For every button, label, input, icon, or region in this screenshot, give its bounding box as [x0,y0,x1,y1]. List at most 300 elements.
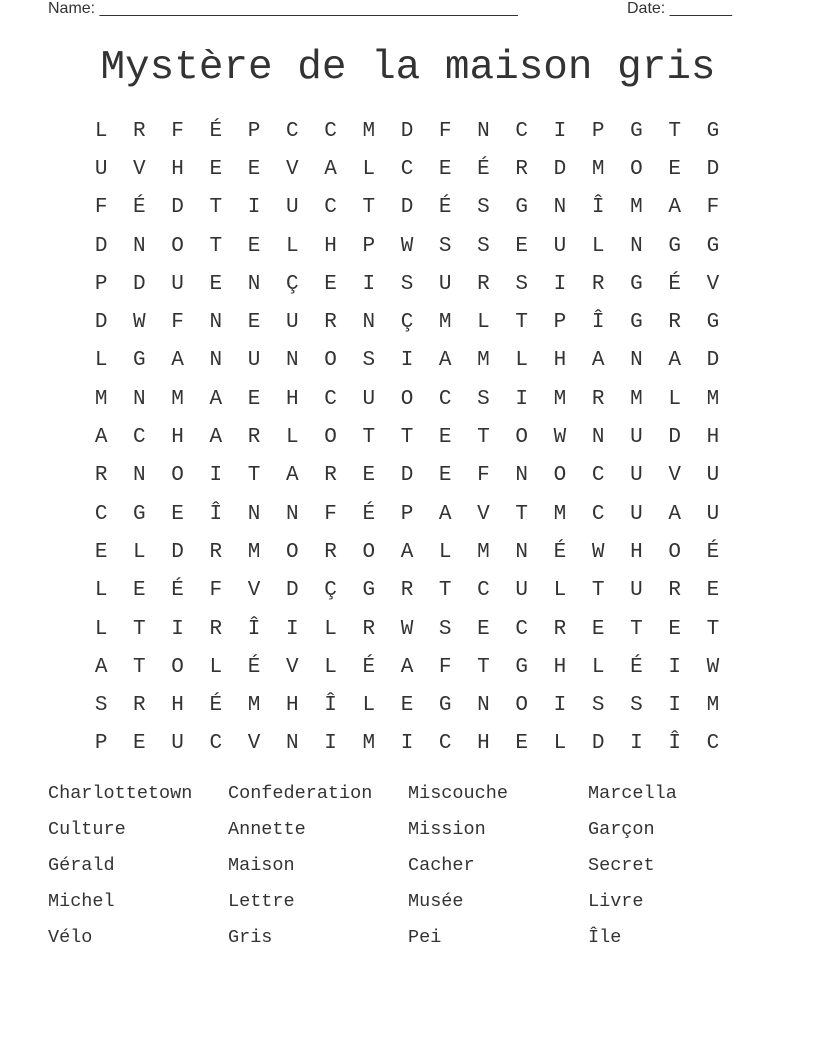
grid-letter: O [668,540,681,564]
grid-letter: L [591,655,605,679]
grid-letter: C [133,426,146,450]
grid-letter: É [553,540,567,564]
word-list-item: Cacher [408,854,475,876]
grid-letter: E [515,732,528,756]
grid-row [82,189,732,227]
grid-letter: F [171,119,184,143]
grid-letter: S [477,196,490,220]
grid-letter: C [515,617,528,641]
grid-letter: É [171,579,184,603]
grid-letter: A [591,349,605,373]
word-list-item: Garçon [588,819,655,841]
grid-letter: S [94,694,108,718]
word-list-item: Île [588,926,622,948]
grid-letter: U [247,349,261,373]
grid-letter: M [247,694,261,718]
grid-letter: Ç [324,579,337,603]
word-search-grid [82,112,732,763]
grid-letter: O [171,234,184,258]
grid-letter: P [553,311,567,335]
grid-letter: N [133,387,146,411]
grid-letter: L [591,234,605,258]
grid-letter: V [706,272,720,296]
grid-letter: A [668,349,681,373]
grid-letter: E [171,502,184,526]
grid-letter: A [94,655,108,679]
grid-letter: D [400,196,414,220]
grid-letter: R [209,617,223,641]
grid-letter: R [515,157,528,181]
grid-letter: C [324,119,337,143]
grid-letter: E [247,157,261,181]
grid-letter: R [553,617,567,641]
grid-letter: R [668,311,681,335]
grid-letter: U [706,464,720,488]
grid-letter: T [362,426,376,450]
grid-letter: E [668,617,681,641]
grid-letter: R [324,311,337,335]
word-list-item: Musée [408,890,464,912]
word-list [48,776,768,955]
grid-letter: N [477,694,490,718]
grid-letter: O [362,540,376,564]
word-list-item: Charlottetown [48,783,193,805]
grid-letter: E [247,387,261,411]
grid-letter: R [324,540,337,564]
grid-letter: H [553,655,567,679]
grid-letter: N [591,426,605,450]
grid-letter: R [477,272,490,296]
grid-letter: R [133,694,146,718]
grid-letter: N [553,196,567,220]
grid-letter: I [362,272,376,296]
grid-letter: E [477,617,490,641]
grid-letter: M [247,540,261,564]
grid-letter: V [285,157,299,181]
grid-letter: A [94,426,108,450]
grid-letter: O [171,464,184,488]
grid-letter: G [515,196,528,220]
grid-letter: D [668,426,681,450]
grid-letter: F [324,502,337,526]
grid-letter: T [668,119,681,143]
grid-letter: G [133,502,146,526]
grid-letter: M [171,387,184,411]
grid-letter: R [247,426,261,450]
grid-letter: E [706,579,720,603]
grid-letter: E [591,617,605,641]
grid-letter: G [630,272,643,296]
grid-letter: S [591,694,605,718]
grid-letter: I [400,349,414,373]
grid-letter: G [668,234,681,258]
grid-letter: C [438,387,452,411]
grid-letter: H [324,234,337,258]
grid-letter: D [553,157,567,181]
grid-letter: V [247,732,261,756]
date-line: Date: _______ [627,0,732,17]
grid-row [82,227,732,265]
word-list-item: Gris [228,926,273,948]
grid-row [82,418,732,456]
grid-letter: D [171,540,184,564]
word-list-item: Vélo [48,926,93,948]
grid-letter: E [209,272,223,296]
grid-letter: L [94,617,108,641]
grid-letter: R [324,464,337,488]
grid-letter: N [285,732,299,756]
grid-letter: G [133,349,146,373]
grid-letter: E [324,272,337,296]
grid-letter: I [553,119,567,143]
grid-letter: C [324,196,337,220]
grid-letter: H [171,694,184,718]
grid-row [82,648,732,686]
grid-letter: H [706,426,720,450]
word-list-item: Culture [48,819,126,841]
grid-letter: T [591,579,605,603]
grid-letter: I [668,694,681,718]
grid-letter: M [94,387,108,411]
grid-letter: A [400,540,414,564]
grid-letter: M [477,540,490,564]
grid-letter: P [591,119,605,143]
grid-letter: U [285,196,299,220]
grid-letter: D [171,196,184,220]
grid-letter: A [438,502,452,526]
grid-letter: Ç [285,272,299,296]
grid-letter: H [285,694,299,718]
grid-letter: I [400,732,414,756]
grid-letter: E [362,464,376,488]
grid-letter: G [706,311,720,335]
grid-letter: E [247,234,261,258]
grid-letter: S [477,234,490,258]
grid-letter: R [591,387,605,411]
grid-letter: L [553,579,567,603]
grid-letter: I [553,272,567,296]
grid-letter: W [400,617,414,641]
grid-letter: U [362,387,376,411]
grid-letter: S [438,234,452,258]
grid-letter: M [477,349,490,373]
grid-letter: T [400,426,414,450]
grid-letter: M [630,196,643,220]
grid-letter: A [324,157,337,181]
grid-letter: O [285,540,299,564]
word-list-item: Gérald [48,854,115,876]
grid-letter: T [209,196,223,220]
grid-letter: L [362,694,376,718]
grid-letter: Î [209,502,223,526]
grid-letter: G [706,234,720,258]
grid-letter: S [400,272,414,296]
grid-letter: T [706,617,720,641]
grid-letter: D [133,272,146,296]
grid-letter: R [668,579,681,603]
grid-letter: W [553,426,567,450]
grid-letter: A [209,387,223,411]
grid-letter: A [668,196,681,220]
grid-letter: N [133,464,146,488]
grid-letter: C [438,732,452,756]
grid-letter: V [477,502,490,526]
grid-row [82,265,732,303]
grid-letter: I [515,387,528,411]
word-list-item: Secret [588,854,655,876]
grid-letter: I [171,617,184,641]
grid-letter: O [630,157,643,181]
grid-letter: Î [591,311,605,335]
grid-letter: O [324,426,337,450]
grid-row [82,303,732,341]
grid-letter: S [515,272,528,296]
grid-letter: D [400,464,414,488]
grid-letter: C [324,387,337,411]
grid-letter: F [477,464,490,488]
grid-letter: G [438,694,452,718]
grid-row [82,495,732,533]
grid-letter: L [94,119,108,143]
grid-letter: M [591,157,605,181]
word-list-item: Michel [48,890,115,912]
grid-letter: L [94,579,108,603]
grid-letter: H [553,349,567,373]
grid-letter: I [324,732,337,756]
grid-letter: R [94,464,108,488]
grid-letter: R [591,272,605,296]
grid-letter: D [706,349,720,373]
grid-row [82,610,732,648]
word-list-item: Marcella [588,783,677,805]
grid-letter: L [553,732,567,756]
grid-letter: G [630,119,643,143]
grid-letter: N [247,502,261,526]
grid-letter: M [362,119,376,143]
grid-letter: O [324,349,337,373]
grid-letter: F [438,655,452,679]
grid-letter: F [706,196,720,220]
grid-letter: M [630,387,643,411]
grid-letter: U [630,464,643,488]
grid-letter: D [285,579,299,603]
grid-letter: N [630,349,643,373]
grid-letter: T [133,655,146,679]
grid-letter: C [285,119,299,143]
grid-letter: N [209,311,223,335]
grid-letter: V [133,157,146,181]
grid-letter: D [94,234,108,258]
grid-letter: E [209,157,223,181]
grid-letter: N [477,119,490,143]
grid-row [82,572,732,610]
grid-letter: U [630,426,643,450]
grid-letter: T [477,426,490,450]
grid-letter: L [133,540,146,564]
grid-letter: É [438,196,452,220]
grid-letter: T [209,234,223,258]
grid-letter: G [706,119,720,143]
grid-letter: U [706,502,720,526]
grid-letter: T [362,196,376,220]
grid-letter: L [324,617,337,641]
grid-letter: W [133,311,146,335]
grid-letter: H [171,157,184,181]
grid-letter: N [247,272,261,296]
grid-letter: F [438,119,452,143]
grid-letter: N [209,349,223,373]
grid-letter: Ç [400,311,414,335]
grid-letter: F [209,579,223,603]
grid-letter: N [515,540,528,564]
grid-letter: É [362,502,376,526]
grid-letter: L [362,157,376,181]
grid-row [82,380,732,418]
grid-letter: G [362,579,376,603]
grid-letter: C [706,732,720,756]
grid-row [82,686,732,724]
grid-letter: E [400,694,414,718]
grid-letter: Î [324,694,337,718]
word-list-item: Annette [228,819,306,841]
grid-letter: O [171,655,184,679]
grid-letter: L [515,349,528,373]
grid-letter: É [668,272,681,296]
grid-letter: E [438,157,452,181]
grid-letter: Î [668,732,681,756]
grid-letter: N [362,311,376,335]
grid-letter: A [285,464,299,488]
grid-letter: P [94,272,108,296]
grid-letter: M [438,311,452,335]
grid-letter: É [630,655,643,679]
grid-letter: A [668,502,681,526]
word-list-item: Confederation [228,783,373,805]
grid-letter: A [438,349,452,373]
grid-letter: U [94,157,108,181]
grid-letter: I [553,694,567,718]
grid-letter: A [171,349,184,373]
grid-letter: N [133,234,146,258]
grid-letter: D [706,157,720,181]
grid-letter: M [706,694,720,718]
grid-letter: T [515,502,528,526]
grid-letter: E [133,732,146,756]
grid-letter: H [477,732,490,756]
grid-letter: U [171,272,184,296]
grid-letter: W [591,540,605,564]
grid-letter: W [706,655,720,679]
grid-letter: É [247,655,261,679]
grid-letter: R [400,579,414,603]
grid-letter: É [133,196,146,220]
grid-letter: L [324,655,337,679]
name-line: Name: _______________________________________________ [48,0,518,17]
grid-letter: W [400,234,414,258]
grid-letter: É [362,655,376,679]
word-list-item: Miscouche [408,783,508,805]
grid-letter: V [247,579,261,603]
grid-letter: E [94,540,108,564]
grid-letter: S [438,617,452,641]
grid-letter: U [171,732,184,756]
grid-letter: U [438,272,452,296]
grid-letter: M [553,502,567,526]
grid-letter: A [400,655,414,679]
grid-letter: I [209,464,223,488]
grid-letter: C [591,464,605,488]
grid-letter: R [133,119,146,143]
grid-letter: P [400,502,414,526]
grid-letter: H [171,426,184,450]
grid-letter: D [591,732,605,756]
grid-letter: H [285,387,299,411]
grid-letter: M [362,732,376,756]
word-list-item: Lettre [228,890,295,912]
grid-letter: L [209,655,223,679]
grid-letter: Î [591,196,605,220]
grid-letter: N [285,349,299,373]
grid-letter: D [400,119,414,143]
grid-letter: V [668,464,681,488]
grid-letter: I [247,196,261,220]
grid-letter: M [706,387,720,411]
grid-letter: C [591,502,605,526]
grid-letter: C [209,732,223,756]
grid-letter: É [209,694,223,718]
grid-letter: C [515,119,528,143]
grid-letter: T [630,617,643,641]
grid-letter: T [438,579,452,603]
grid-letter: M [553,387,567,411]
grid-letter: O [553,464,567,488]
grid-letter: F [94,196,108,220]
grid-letter: É [706,540,720,564]
word-list-item: Maison [228,854,295,876]
grid-letter: L [668,387,681,411]
grid-letter: I [285,617,299,641]
grid-row [82,342,732,380]
grid-letter: P [94,732,108,756]
grid-letter: N [285,502,299,526]
grid-letter: C [94,502,108,526]
grid-letter: S [362,349,376,373]
grid-letter: Î [247,617,261,641]
grid-letter: C [477,579,490,603]
grid-letter: E [438,464,452,488]
grid-letter: O [400,387,414,411]
grid-letter: P [362,234,376,258]
grid-letter: S [630,694,643,718]
grid-letter: T [247,464,261,488]
grid-letter: U [553,234,567,258]
grid-row [82,725,732,763]
grid-letter: O [515,694,528,718]
grid-letter: G [630,311,643,335]
grid-letter: I [668,655,681,679]
grid-letter: E [515,234,528,258]
grid-letter: C [400,157,414,181]
grid-letter: G [515,655,528,679]
grid-letter: R [209,540,223,564]
grid-row [82,457,732,495]
grid-letter: F [171,311,184,335]
grid-letter: O [515,426,528,450]
grid-letter: L [438,540,452,564]
grid-letter: É [209,119,223,143]
page-title: Mystère de la maison gris [100,45,716,91]
word-list-item: Pei [408,926,442,948]
